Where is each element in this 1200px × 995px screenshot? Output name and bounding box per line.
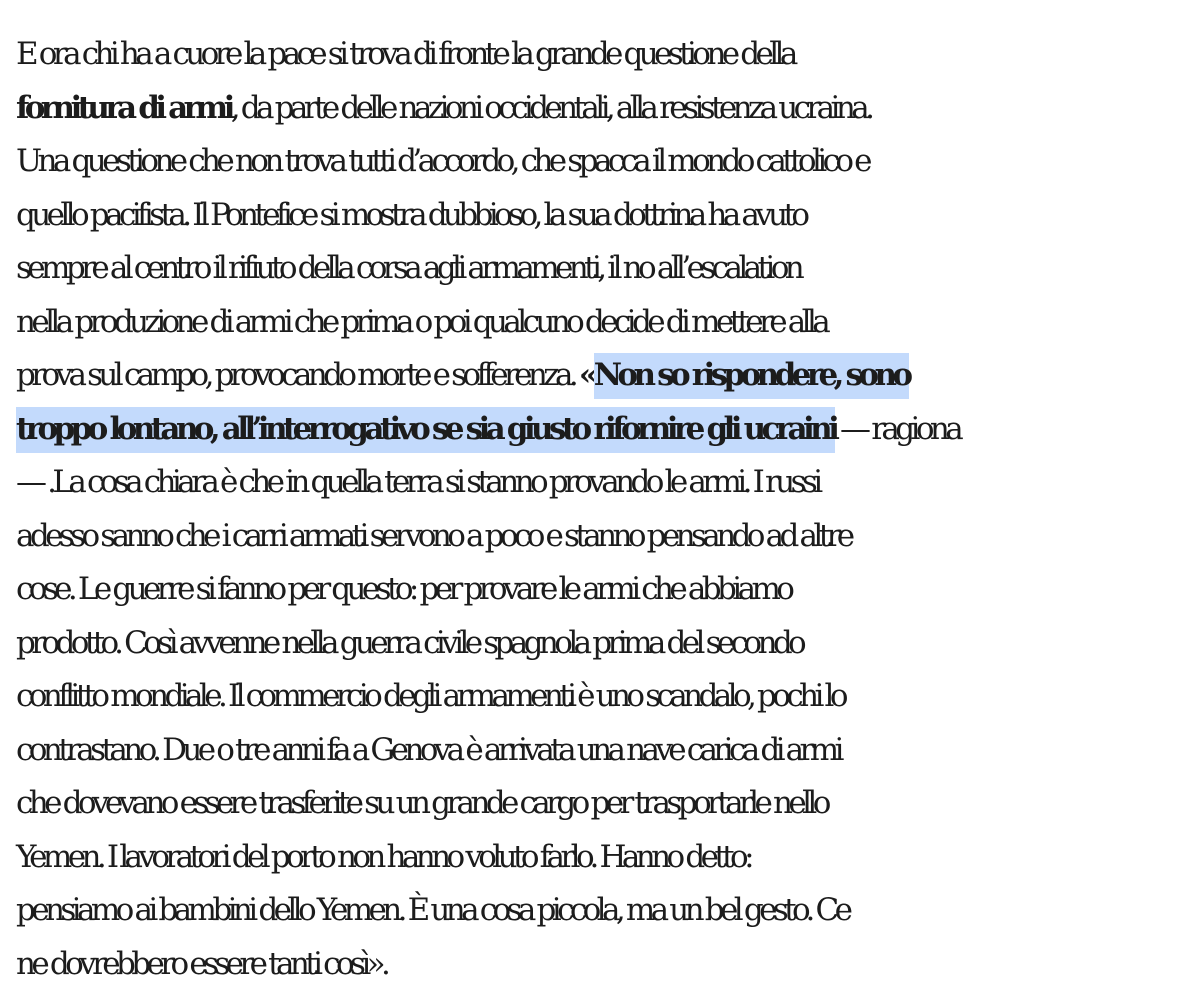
quote-open-mark: «: [578, 357, 594, 393]
highlighted-quote-part-1: Non so rispondere, sono: [594, 353, 909, 399]
text-line-6: [16, 296, 1196, 350]
line-text: conflitto mondiale. Il commercio degli armamenti è uno scandalo, pochi lo: [16, 678, 844, 714]
text-line-15: [16, 777, 1196, 831]
line-text: ne dovrebbero essere tanti così».: [16, 945, 387, 982]
text-line-3: [16, 135, 1196, 189]
line-text: cose. Le guerre si fanno per questo: per provare le armi che abbiamo: [16, 571, 791, 607]
text-line-10: [16, 510, 1196, 564]
line-text: nella produzione di armi che prima o poi qualcuno decide di mettere alla: [16, 303, 827, 340]
line-text: contrastano. Due o tre anni fa a Genova è arrivata una nave carica di armi: [16, 731, 840, 768]
line-text: quello pacifista. Il Pontefice si mostra dubbioso, la sua dottrina ha avuto: [16, 196, 806, 233]
text-line-2: [16, 82, 1196, 136]
text-line-11: [16, 563, 1196, 617]
text-line-7: [16, 349, 1196, 403]
text-line-8: [16, 403, 1196, 457]
line-text: sempre al centro il rifiuto della corsa agli armamenti, il no all’escalation: [16, 250, 801, 286]
text-line-4: [16, 189, 1196, 243]
text-line-5: [16, 242, 1196, 296]
line-text: E ora chi ha a cuore la pace si trova di fronte la grande questione della: [16, 36, 794, 72]
line-text: pensiamo ai bambini dello Yemen. È una cosa piccola, ma un bel gesto. Ce: [16, 892, 849, 928]
text-line-12: [16, 617, 1196, 671]
line-text: adesso sanno che i carri armati servono a poco e stanno pensando ad altre: [16, 517, 851, 554]
line-text: — ragiona: [835, 410, 960, 447]
bold-phrase: fornitura di armi: [16, 89, 231, 126]
article-paragraph: [16, 28, 1196, 991]
text-line-13: [16, 670, 1196, 724]
line-text: Una questione che non trova tutti d’accordo, che spacca il mondo cattolico e: [16, 143, 868, 179]
line-text: che dovevano essere trasferite su un grande cargo per trasportarle nello: [16, 785, 827, 821]
text-line-9: [16, 456, 1196, 510]
line-text: Yemen. I lavoratori del porto non hanno voluto farlo. Hanno detto:: [16, 838, 750, 875]
highlighted-quote-part-2: troppo lontano, all’interrogativo se sia giusto rifornire gli ucraini: [16, 407, 835, 453]
line-text: — .La cosa chiara è che in quella terra si stanno provando le armi. I russi: [16, 464, 819, 500]
text-line-1: [16, 28, 1196, 82]
text-line-14: [16, 724, 1196, 778]
text-line-17: [16, 884, 1196, 938]
text-line-16: [16, 831, 1196, 885]
line-text: prova sul campo, provocando morte e sofferenza.: [16, 357, 579, 393]
line-text: , da parte delle nazioni occidentali, alla resistenza ucraina.: [230, 89, 871, 126]
line-text: prodotto. Così avvenne nella guerra civile spagnola prima del secondo: [16, 624, 803, 661]
text-line-18: [16, 938, 1196, 992]
